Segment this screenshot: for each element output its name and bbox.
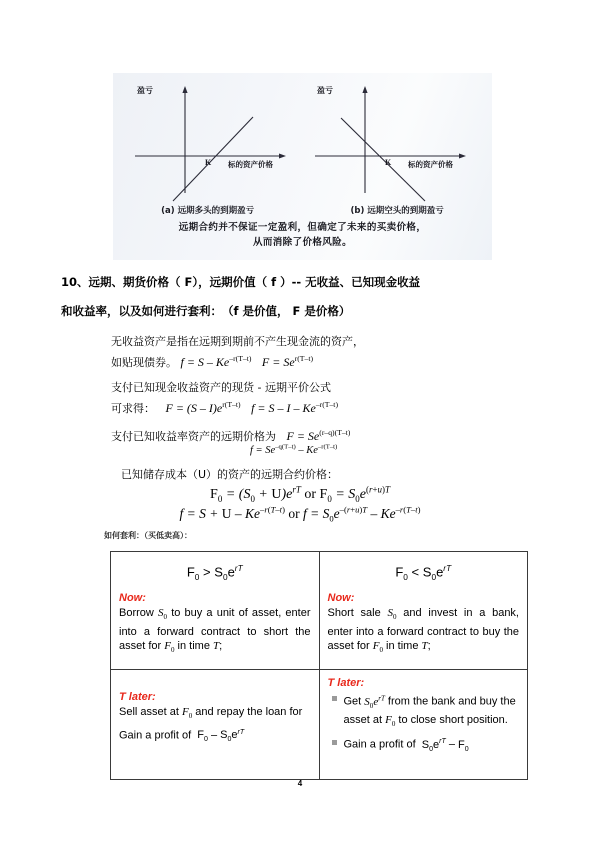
table-row [111, 552, 528, 670]
formula-known-yield-f: $f = Se^{-q(T-t)} - Ke^{-r(T-t)}$ [250, 443, 338, 456]
condition-overpriced: $F_0 > S_0e^{rT}$ [186, 563, 243, 582]
list-item: Gain a profit of $S_0e^{rT} - F_0$ [344, 735, 520, 757]
no-income-line1: 无收益资产是指在远期到期前不产生现金流的资产， [111, 335, 364, 348]
figure-note-line1: 远期合约并不保证一定盈利，但确定了未来的买卖价格， [178, 222, 427, 233]
later-tag-left: T later: [119, 691, 156, 703]
figure-note-line2: 从而消除了价格风险。 [252, 237, 352, 248]
formula-known-cash-f: $f = S - I - Ke^{-r(T-t)}$ [251, 400, 338, 415]
no-income-text1: 无收益资产是指在远期到期前不产生现金流的资产 [111, 335, 353, 348]
known-cash-formula-line [111, 396, 521, 417]
formula-known-yield-F: $F = Se^{(r-q)(T-t)}$ [286, 428, 351, 443]
no-income-text2: 如贴现债券。 [111, 356, 177, 369]
section-known-cash-income [111, 379, 521, 417]
strike-label-left: K [205, 158, 212, 167]
now-tag-left: Now: [119, 591, 146, 604]
figure-note [113, 220, 492, 250]
arbitrage-cell-underpriced-now [319, 552, 528, 670]
strike-label-right: K [385, 158, 392, 167]
later-profit-left: Gain a profit of $F_0 - S_0e^{rT}$ [119, 728, 245, 744]
figure-captions [113, 204, 492, 216]
now-text-left: Borrow $S_0$ to buy a unit of asset, enter into a forward contract to short the asset for $F_0$ in time T; [119, 606, 311, 655]
arbitrage-table [110, 551, 528, 780]
figure-caption-a: (a) 远期多头的到期盈亏 [161, 206, 255, 216]
x-axis-label-right: 标的资产价格 [408, 160, 453, 169]
formula-storage-f: $f = S + U - Ke^{-r(T-t)}$ or $f = S_0e^{-(r+u)T} - Ke^{-r(T-t)}$ [179, 504, 421, 524]
known-yield-title: 支付已知收益率资产的远期价格为 [111, 430, 276, 443]
page-number: 4 [297, 779, 303, 788]
now-text-right: Short sale $S_0$ and invest in a bank, enter into a forward contract to buy the asset for $F_0$ in time T; [327, 606, 519, 655]
section-storage-cost [121, 466, 521, 483]
formula-no-income-f: $f = S - Ke^{-r(T-t)}$ [180, 354, 252, 369]
formula-storage-F0: $F_0 = (S_0 + U)e^{rT}$ or $F_0 = S_0e^{(r+u)T}$ [210, 484, 390, 504]
y-axis-label-right: 盈亏 [317, 86, 333, 95]
payoff-diagram-figure [113, 73, 492, 260]
y-axis-label-left: 盈亏 [137, 86, 153, 95]
arbitrage-cell-overpriced-now [111, 552, 320, 670]
now-tag-right: Now: [327, 591, 355, 604]
question-heading-line2: 和收益率，以及如何进行套利： （f 是价值， F 是价格） [61, 304, 351, 318]
known-cash-title: 支付已知现金收益资产的现货 - 远期平价公式 [111, 381, 331, 394]
later-text-left: Sell asset at $F_0$ and repay the loan for [119, 706, 303, 721]
table-row [111, 670, 528, 780]
formula-no-income-F: $F = Se^{r(T-t)}$ [261, 354, 314, 369]
arbitrage-cell-underpriced-later [319, 670, 528, 780]
known-cash-prefix: 可求得： [111, 402, 155, 415]
arbitrage-cell-overpriced-later [111, 670, 320, 780]
storage-title: 已知储存成本（U）的资产的远期合约价格： [121, 468, 339, 481]
list-item: Get $S_0e^{rT}$ from the bank and buy the asset at $F_0$ to close short position. [344, 691, 520, 732]
condition-underpriced: $F_0 < S_0e^{rT}$ [395, 563, 452, 582]
known-yield-line [111, 424, 521, 445]
section-no-income-asset [111, 333, 511, 371]
arbitrage-label: 如何套利：（买低卖高）： [104, 531, 192, 540]
x-axis-label-left: 标的资产价格 [228, 160, 273, 169]
later-steps-right [328, 691, 520, 757]
question-heading-line1: 10、远期、期货价格（ F），远期价值（ f ）-- 无收益、已知现金收益 [61, 275, 421, 289]
no-income-line2 [111, 350, 511, 371]
figure-caption-b: (b) 远期空头的到期盈亏 [350, 206, 444, 216]
section-known-yield [111, 424, 521, 445]
later-tag-right: T later: [327, 677, 365, 689]
formula-known-cash-F: $F = (S - I)e^{r(T-t)}$ [165, 400, 241, 415]
question-heading [61, 268, 541, 326]
